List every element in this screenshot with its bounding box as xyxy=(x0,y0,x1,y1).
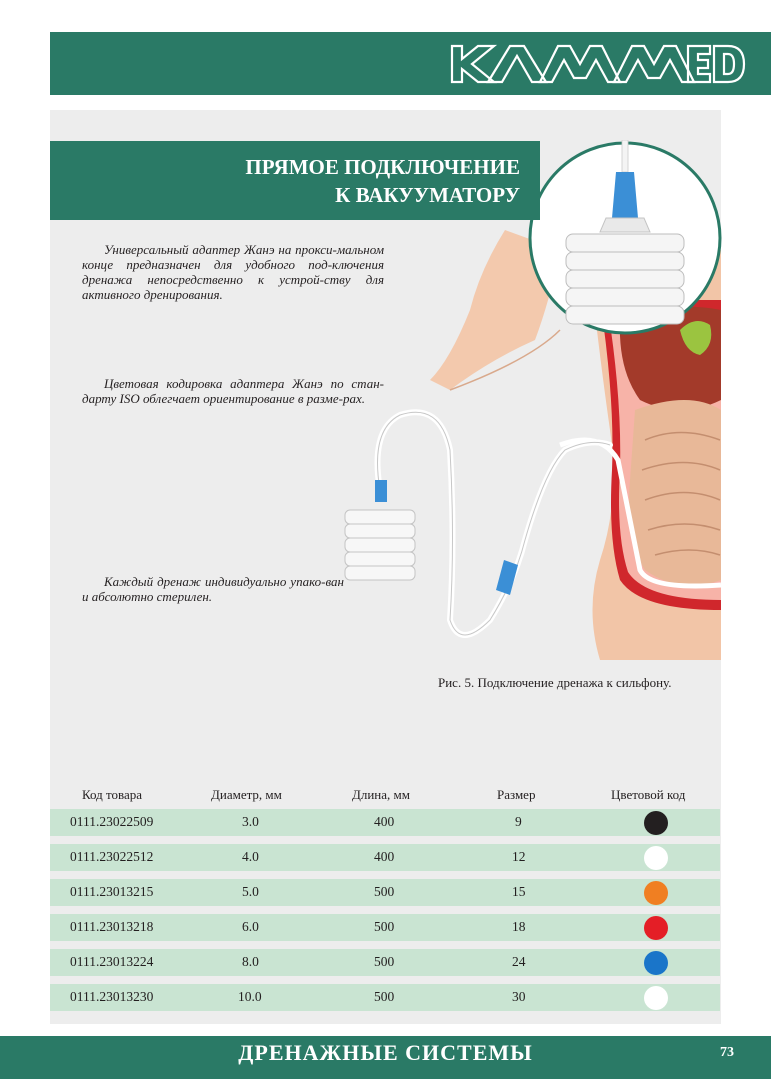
kammed-logo xyxy=(448,42,748,86)
cell-code: 0111.23022509 xyxy=(70,814,154,829)
cell-code: 0111.23013218 xyxy=(70,919,154,934)
cell-size: 12 xyxy=(512,849,526,864)
cell-code: 0111.23013215 xyxy=(70,884,154,899)
table-row xyxy=(50,844,720,871)
page-number: 73 xyxy=(720,1045,734,1060)
cell-diameter: 6.0 xyxy=(242,919,259,934)
cell-diameter: 4.0 xyxy=(242,849,259,864)
cell-size: 18 xyxy=(512,919,526,934)
color-code-dot xyxy=(644,986,668,1010)
color-code-dot xyxy=(644,846,668,870)
cell-size: 9 xyxy=(515,814,522,829)
cell-diameter: 3.0 xyxy=(242,814,259,829)
cell-diameter: 5.0 xyxy=(242,884,259,899)
table-header-diameter: Диаметр, мм xyxy=(211,787,282,802)
color-code-dot xyxy=(644,916,668,940)
cell-length: 500 xyxy=(374,954,395,969)
cell-length: 500 xyxy=(374,919,395,934)
cell-length: 500 xyxy=(374,989,395,1004)
table-row xyxy=(50,949,720,976)
cell-size: 24 xyxy=(512,954,526,969)
cell-length: 500 xyxy=(374,884,395,899)
table-header-code: Код товара xyxy=(82,787,143,802)
cell-size: 15 xyxy=(512,884,526,899)
cell-diameter: 8.0 xyxy=(242,954,259,969)
cell-size: 30 xyxy=(512,989,526,1004)
section-title-line1: ПРЯМОЕ ПОДКЛЮЧЕНИЕ xyxy=(245,155,520,179)
cell-diameter: 10.0 xyxy=(238,989,262,1004)
figure-caption: Рис. 5. Подключение дренажа к сильфону. xyxy=(438,675,672,690)
footer-band xyxy=(0,1036,771,1079)
cell-length: 400 xyxy=(374,849,395,864)
table-header-size: Размер xyxy=(497,787,536,802)
cell-code: 0111.23013224 xyxy=(70,954,154,969)
table-header-length: Длина, мм xyxy=(352,787,410,802)
table-row xyxy=(50,984,720,1011)
table-row xyxy=(50,914,720,941)
paragraph-sterile: Каждый дренаж индивидуально упако-ван и абсолютно стерилен. xyxy=(82,574,344,604)
footer-title: ДРЕНАЖНЫЕ СИСТЕМЫ xyxy=(238,1040,533,1065)
color-code-dot xyxy=(644,881,668,905)
color-code-dot xyxy=(644,811,668,835)
table-row xyxy=(50,879,720,906)
cell-code: 0111.23022512 xyxy=(70,849,154,864)
table-header-color: Цветовой код xyxy=(611,787,686,802)
table-row xyxy=(50,809,720,836)
header-band xyxy=(50,32,771,95)
paragraph-adapter: Универсальный адаптер Жанэ на прокси-мальном конце предназначен для удобного под-ключения дренажа непосредственно к устрой-ству для активного дренирования. xyxy=(82,242,384,302)
color-code-dot xyxy=(644,951,668,975)
cell-length: 400 xyxy=(374,814,395,829)
section-title-line2: К ВАКУУМАТОРУ xyxy=(335,183,520,207)
section-title xyxy=(245,153,520,209)
paragraph-color-coding: Цветовая кодировка адаптера Жанэ по стан-дарту ISO облегчает ориентирование в разме-рах. xyxy=(82,376,384,406)
section-title-band xyxy=(50,141,540,220)
cell-code: 0111.23013230 xyxy=(70,989,154,1004)
